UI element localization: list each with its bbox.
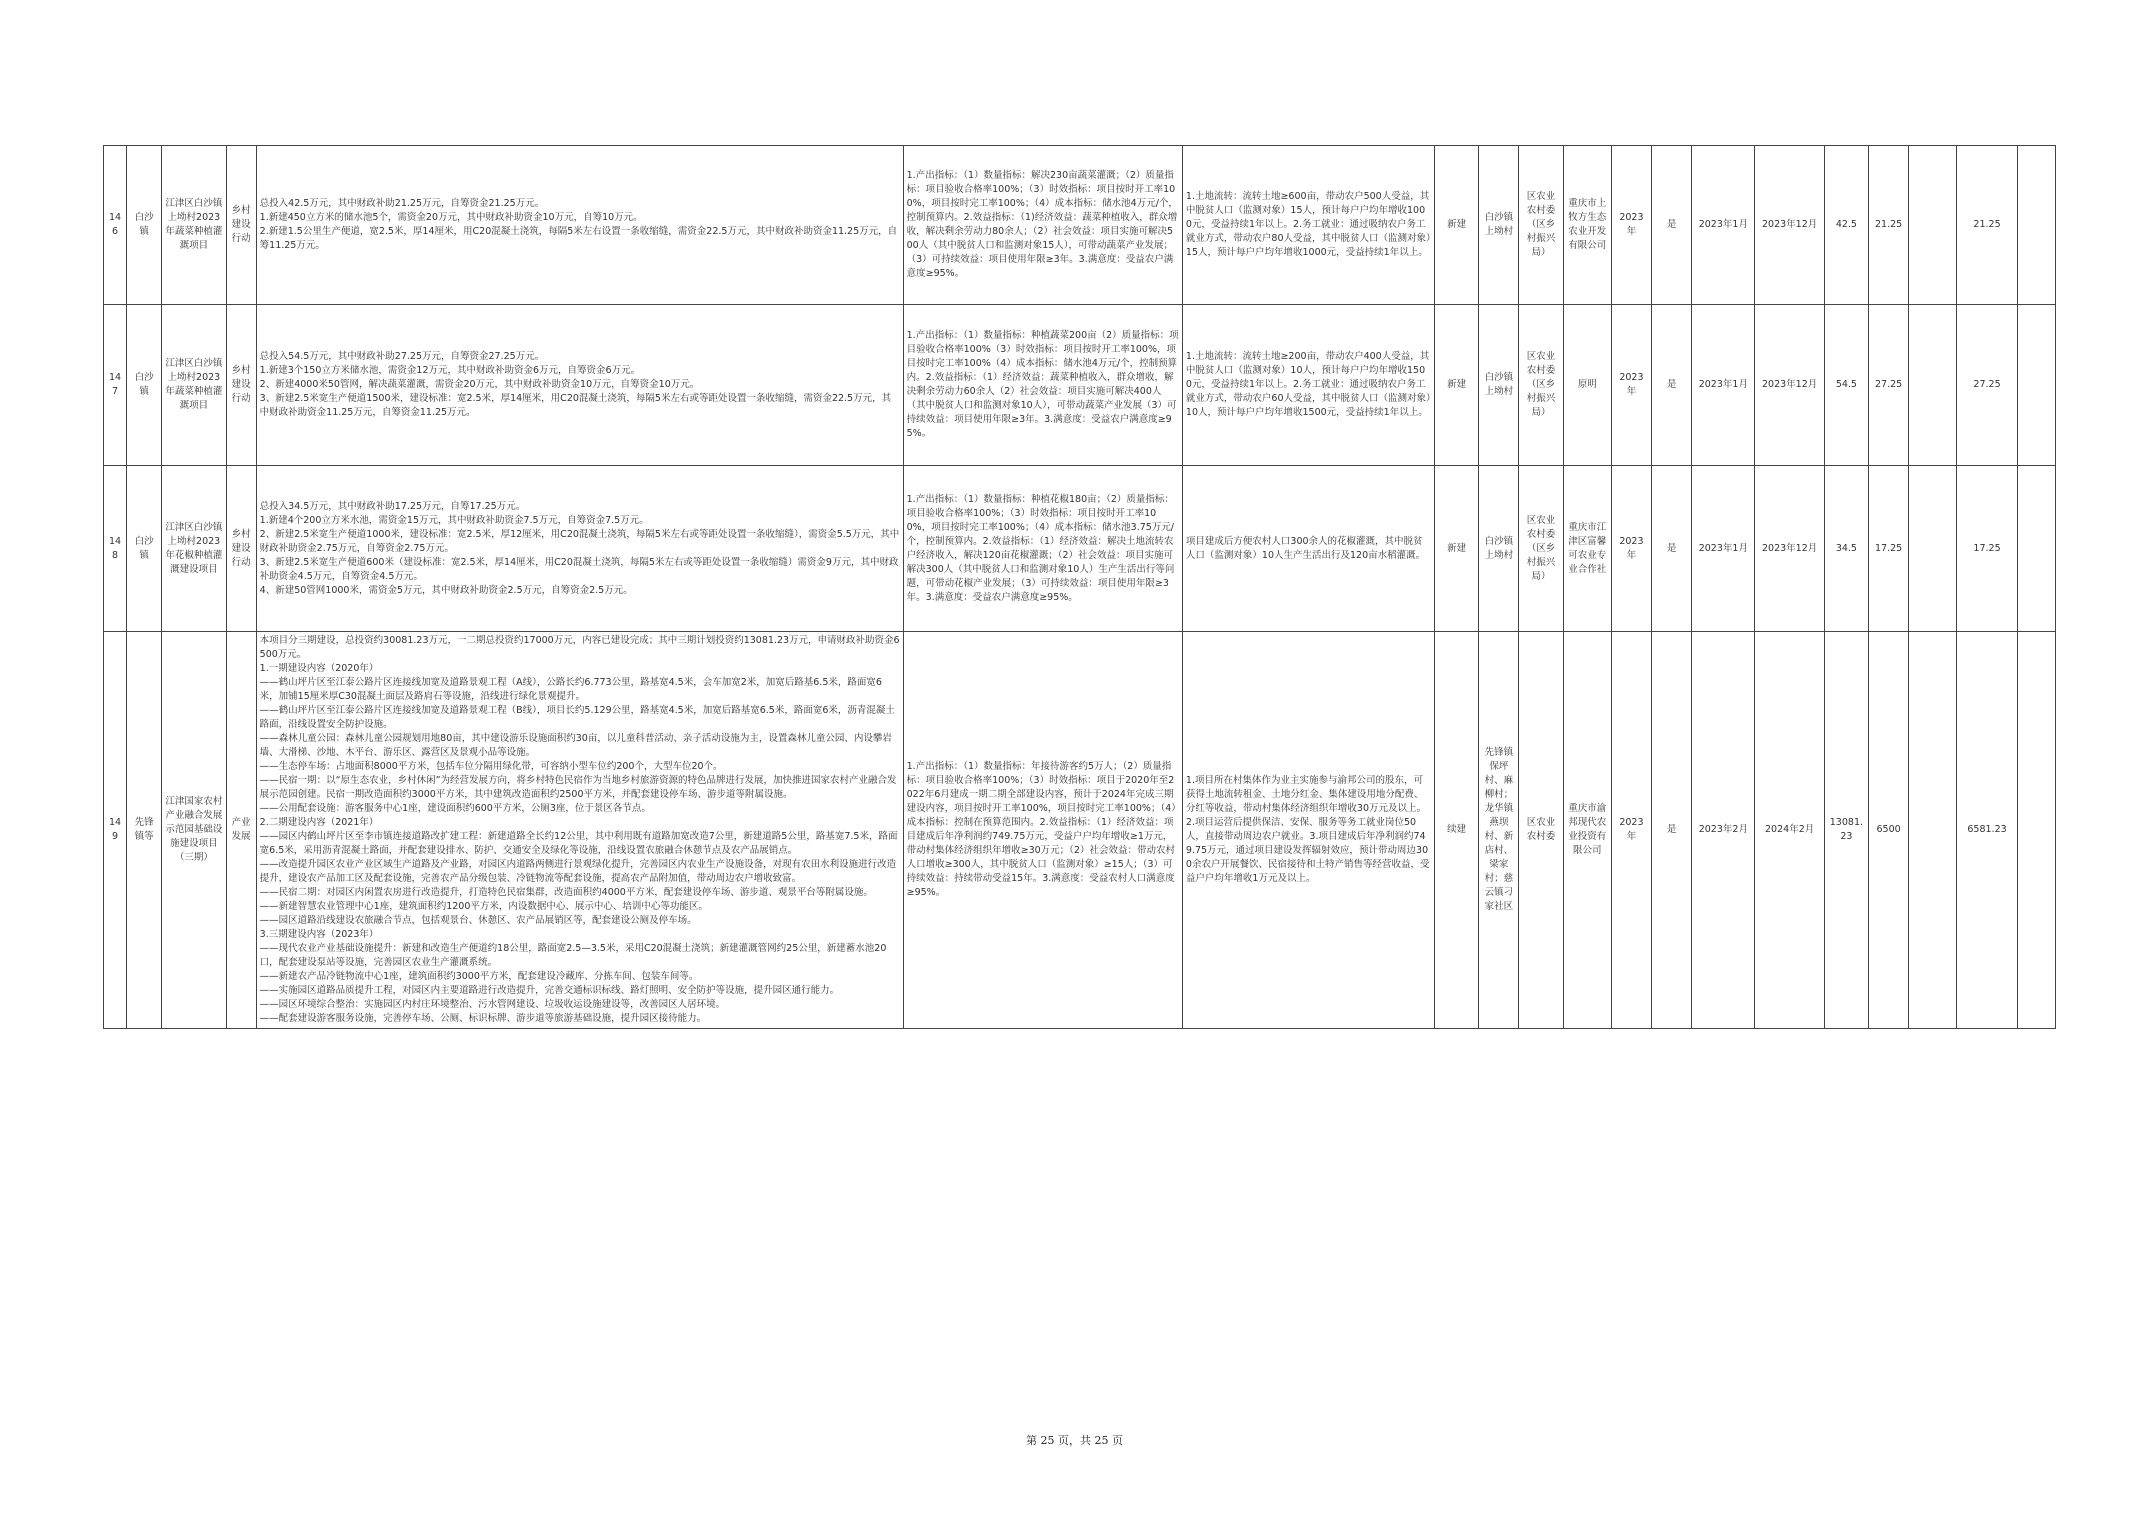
content-line: 本项目分三期建设，总投资约30081.23万元，一二期总投资约17000万元，内容已建设完成；其中三期计划投资约13081.23万元，申请财政补助资金6500万元。 [259, 635, 900, 660]
end-date-cell: 2024年2月 [1755, 632, 1824, 1029]
content-line: ——改造提升园区农业产业区域生产道路及产业路，对园区内道路两侧进行景观绿化提升，完善园区内农业生产设施设备，对现有农田水利设施进行改造提升，建设农产品加工区及配套设施，完善农产品分级包装、冷链物流等配套设施，提高农产品附加值，带动周边农户增收致富。 [259, 859, 897, 884]
remarks-cell [2017, 466, 2055, 632]
other-funds-cell [1909, 146, 1957, 305]
supervising-dept-cell: 区农业农村委（区乡村振兴局） [1519, 146, 1563, 305]
fiscal-funds-cell: 27.25 [1869, 305, 1909, 466]
content-line: ——园区内鹤山坪片区至李市镇连接道路改扩建工程：新建道路全长约12公里，其中利用既有道路加宽改造7公里，新建道路5公里，路基宽7.5米，路面宽6.5米，采用沥青混凝土路面，并配套建设排水、防护、交通安全及绿化等设施，沿线设置农旅融合休憩节点及农产品展销点。 [259, 831, 898, 856]
content-line: 3、新建2.5米宽生产便道1500米，建设标准：宽2.5米，厚14厘米，用C20混凝土浇筑，每隔5米左右或等距处设置一条收缩缝，需资金22.5万元，其中财政补助资金11.25万元，自筹资金11.25万元。 [259, 393, 892, 418]
content-line: 2.二期建设内容（2021年） [259, 817, 379, 828]
self-raised-funds-cell: 21.25 [1957, 146, 2017, 305]
self-raised-funds-cell: 27.25 [1957, 305, 2017, 466]
benefit-mechanism-cell: 1.土地流转：流转土地≥600亩，带动农户500人受益，其中脱贫人口（监测对象）15人，预计每户户均年增收1000元，受益持续1年以上。2.务工就业：通过吸纳农户务工就业方式，带动农户80人受益，其中脱贫人口（监测对象）15人，预计每户户均年增收1000元，受益持续1年以上。 [1182, 146, 1434, 305]
town-cell: 白沙镇 [127, 305, 162, 466]
content-line: ——鹤山坪片区至江泰公路片区连接线加宽及道路景观工程（A线），公路长约6.773公里，路基宽4.5米，会车加宽2米，加宽后路基6.5米，路面宽6米，加铺15厘米厚C30混凝土面层及路肩石等设施，沿线进行绿化景观提升。 [259, 677, 882, 702]
plan-year-cell: 2023年 [1611, 632, 1651, 1029]
start-date-cell: 2023年2月 [1692, 632, 1755, 1029]
row-number: 149 [104, 632, 127, 1029]
plan-year-cell: 2023年 [1611, 146, 1651, 305]
table-row [104, 305, 2056, 466]
plan-year-cell: 2023年 [1611, 305, 1651, 466]
total-investment-cell: 13081.23 [1824, 632, 1868, 1029]
total-investment-cell: 54.5 [1824, 305, 1868, 466]
total-investment-cell: 42.5 [1824, 146, 1868, 305]
performance-target-cell: 1.产出指标：（1）数量指标：解决230亩蔬菜灌溉；（2）质量指标：项目验收合格率100%；（3）时效指标：项目按时开工率100%，项目按时完工率100%；（4）成本指标：储水池4万元/个，控制预算内。2.效益指标：（1)经济效益：蔬菜种植收入，群众增收，解决剩余劳动力80余人；（2）社会效益：项目实施可解决500人（其中脱贫人口和监测对象15人），可带动蔬菜产业发展；（3）可持续效益：项目使用年限≥3年。3.满意度：受益农户满意度≥95%。 [903, 146, 1182, 305]
project-table [103, 145, 2056, 1029]
content-line: 3.三期建设内容（2023年） [259, 929, 379, 940]
content-line: 1.新建4个200立方米水池，需资金15万元，其中财政补助资金7.5万元，自筹资金7.5万元。 [259, 514, 649, 526]
end-date-cell: 2023年12月 [1755, 146, 1824, 305]
content-line: ——新建农产品冷链物流中心1座，建筑面积约3000平方米，配套建设冷藏库、分拣车间、包装车间等。 [259, 971, 699, 982]
project-type-cell: 乡村建设行动 [226, 305, 256, 466]
content-line: 1.一期建设内容（2020年） [259, 663, 379, 674]
benefit-mechanism-cell: 1.土地流转：流转土地≥200亩，带动农户400人受益，其中脱贫人口（监测对象）10人，预计每户户均年增收1500元，受益持续1年以上。2.务工就业：通过吸纳农户务工就业方式，带动农户60人受益，其中脱贫人口（监测对象）10人，预计每户户均年增收1500元，受益持续1年以上。 [1182, 305, 1434, 466]
content-line: 总投入42.5万元，其中财政补助21.25万元，自筹资金21.25万元。 [259, 198, 545, 209]
remarks-cell [2017, 305, 2055, 466]
row-number: 148 [104, 466, 127, 632]
other-funds-cell [1909, 632, 1957, 1029]
content-line: 2、新建2.5米宽生产便道1000米，建设标准：宽2.5米，厚12厘米，用C20混凝土浇筑，每隔5米左右或等距处设置一条收缩缝），需资金5.5万元，其中财政补助资金2.75万元，自筹资金2.75万元。 [259, 528, 900, 554]
benefit-mechanism-cell: 项目建成后方便农村人口300余人的花椒灌溉，其中脱贫人口（监测对象）10人生产生活出行及120亩水稻灌溉。 [1182, 466, 1434, 632]
project-type-cell: 产业发展 [226, 632, 256, 1029]
performance-target-cell: 1.产出指标：（1）数量指标：年接待游客约5万人；（2）质量指标：项目验收合格率100%；（3）时效指标：项目于2020年至2022年6月建成一期二期全部建设内容，预计于2024年完成三期建设内容，项目按时开工率100%，项目按时完工率100%；（4）成本指标：控制在预算范围内。2.效益指标：（1）经济效益：项目建成后年净利润约749.75万元，受益户户均年增收≥1万元，带动村集体经济组织年增收≥30万元；（2）社会效益：带动农村人口增收≥300人，其中脱贫人口（监测对象）≥15人；（3）可持续效益：持续带动受益15年。3.满意度：受益农村人口满意度≥95%。 [903, 632, 1182, 1029]
content-line: 总投入54.5万元，其中财政补助27.25万元，自筹资金27.25万元。 [259, 351, 545, 362]
construction-nature-cell: 新建 [1435, 466, 1479, 632]
end-date-cell: 2023年12月 [1755, 305, 1824, 466]
construction-nature-cell: 新建 [1435, 146, 1479, 305]
other-funds-cell [1909, 466, 1957, 632]
flag-cell: 是 [1652, 146, 1692, 305]
end-date-cell: 2023年12月 [1755, 466, 1824, 632]
project-owner-cell: 重庆市渝邦现代农业投资有限公司 [1563, 632, 1611, 1029]
self-raised-funds-cell: 17.25 [1957, 466, 2017, 632]
start-date-cell: 2023年1月 [1692, 466, 1755, 632]
project-owner-cell: 重庆市上牧方生态农业开发有限公司 [1563, 146, 1611, 305]
content-line: ——公用配套设施：游客服务中心1座，建设面积约600平方米，公厕3座，位于景区各节点。 [259, 803, 651, 814]
construction-nature-cell: 续建 [1435, 632, 1479, 1029]
construction-content-cell [256, 146, 903, 305]
flag-cell: 是 [1652, 466, 1692, 632]
content-line: ——民宿二期：对园区内闲置农房进行改造提升，打造特色民宿集群，改造面积约4000平方米，配套建设停车场、游步道、观景平台等附属设施。 [259, 887, 873, 898]
construction-nature-cell: 新建 [1435, 305, 1479, 466]
content-line: ——实施园区道路品质提升工程，对园区内主要道路进行改造提升，完善交通标识标线、路灯照明、安全防护等设施，提升园区通行能力。 [259, 985, 840, 996]
content-line: ——园区环境综合整治：实施园区内村庄环境整治、污水管网建设、垃圾收运设施建设等，改善园区人居环境。 [259, 999, 726, 1010]
supervising-dept-cell: 区农业农村委（区乡村振兴局） [1519, 466, 1563, 632]
table-row [104, 146, 2056, 305]
fiscal-funds-cell: 17.25 [1869, 466, 1909, 632]
start-date-cell: 2023年1月 [1692, 305, 1755, 466]
content-line: 4、新建50管网1000米，需资金5万元，其中财政补助资金2.5万元，自筹资金2.5万元。 [259, 584, 633, 596]
fiscal-funds-cell: 6500 [1869, 632, 1909, 1029]
project-name-cell: 江津区白沙镇上坳村2023年蔬菜种植灌溉项目 [162, 305, 226, 466]
town-cell: 白沙镇 [127, 466, 162, 632]
fiscal-funds-cell: 21.25 [1869, 146, 1909, 305]
remarks-cell [2017, 146, 2055, 305]
flag-cell: 是 [1652, 305, 1692, 466]
content-line: ——现代农业产业基础设施提升：新建和改造生产便道约18公里，路面宽2.5—3.5米，采用C20混凝土浇筑；新建灌溉管网约25公里，新建蓄水池20口，配套建设泵站等设施，完善园区农业生产灌溉系统。 [259, 943, 887, 968]
flag-cell: 是 [1652, 632, 1692, 1029]
construction-content-cell [256, 466, 903, 632]
content-line: 1.新建450立方米的储水池5个，需资金20万元，其中财政补助资金10万元，自筹10万元。 [259, 212, 643, 223]
content-line: ——配套建设游客服务设施，完善停车场、公厕、标识标牌、游步道等旅游基础设施，提升园区接待能力。 [259, 1013, 707, 1024]
implementation-site-cell: 白沙镇上坳村 [1479, 466, 1519, 632]
table-row [104, 632, 2056, 1029]
other-funds-cell [1909, 305, 1957, 466]
content-line: ——生态停车场：占地面积8000平方米，包括车位分隔用绿化带，可容纳小型车位约200个，大型车位20个。 [259, 761, 723, 772]
supervising-dept-cell: 区农业农村委 [1519, 632, 1563, 1029]
row-number: 146 [104, 146, 127, 305]
project-name-cell: 江津区白沙镇上坳村2023年蔬菜种植灌溉项目 [162, 146, 226, 305]
content-line: 2、新建4000米50管网，解决蔬菜灌溉，需资金20万元，其中财政补助资金10万元，自筹资金10万元。 [259, 379, 700, 390]
plan-year-cell: 2023年 [1611, 466, 1651, 632]
construction-content-cell [256, 305, 903, 466]
content-line: 2.新建1.5公里生产便道，宽2.5米，厚14厘米，用C20混凝土浇筑，每隔5米左右设置一条收缩缝，需资金22.5万元，其中财政补助资金11.25万元，自筹11.25万元。 [259, 226, 898, 251]
content-line: ——民宿一期：以“原生态农业，乡村休闲”为经营发展方向，将乡村特色民宿作为当地乡村旅游资源的特色品牌进行发展，加快推进国家农村产业融合发展示范园创建。民宿一期改造面积约3000平方米，其中建筑改造面积约2500平方米，并配套建设停车场、游步道等附属设施。 [259, 775, 897, 800]
town-cell: 白沙镇 [127, 146, 162, 305]
project-type-cell: 乡村建设行动 [226, 146, 256, 305]
content-line: ——鹤山坪片区至江泰公路片区连接线加宽及道路景观工程（B线），项目长约5.129公里，路基宽4.5米，加宽后路基宽6.5米，路面宽6米，沥青混凝土路面，沿线设置安全防护设施。 [259, 705, 895, 730]
project-type-cell: 乡村建设行动 [226, 466, 256, 632]
total-investment-cell: 34.5 [1824, 466, 1868, 632]
table-row [104, 466, 2056, 632]
performance-target-cell: 1.产出指标：（1）数量指标：种植花椒180亩；（2）质量指标：项目验收合格率100%；（3）时效指标：项目按时开工率100%，项目按时完工率100%；（4）成本指标：储水池3.75万元/个，控制预算内。2.效益指标：（1）经济效益：解决土地流转农户经济收入，解决120亩花椒灌溉；（2）社会效益：项目实施可解决300人（其中脱贫人口和监测对象10人）生产生活出行等问题，可带动花椒产业发展；（3）可持续效益：项目使用年限≥3年。3.满意度：受益农户满意度≥95%。 [903, 466, 1182, 632]
content-line: ——园区道路沿线建设农旅融合节点，包括观景台、休憩区、农产品展销区等，配套建设公厕及停车场。 [259, 915, 697, 926]
project-owner-cell: 重庆市江津区富馨可农业专业合作社 [1563, 466, 1611, 632]
implementation-site-cell: 先锋镇保坪村、麻柳村；龙华镇燕坝村、新店村、梁家村；慈云镇刁家社区 [1479, 632, 1519, 1029]
content-line: ——新建智慧农业管理中心1座，建筑面积约1200平方米，内设数据中心、展示中心、培训中心等功能区。 [259, 901, 708, 912]
row-number: 147 [104, 305, 127, 466]
town-cell: 先锋镇等 [127, 632, 162, 1029]
project-owner-cell: 原明 [1563, 305, 1611, 466]
self-raised-funds-cell: 6581.23 [1957, 632, 2017, 1029]
content-line: 1.新建3个150立方米储水池，需资金12万元，其中财政补助资金6万元，自筹资金6万元。 [259, 365, 641, 376]
project-name-cell: 江津国家农村产业融合发展示范园基础设施建设项目（三期） [162, 632, 226, 1029]
implementation-site-cell: 白沙镇上坳村 [1479, 305, 1519, 466]
content-line: 3、新建2.5米宽生产便道600米（建设标准：宽2.5米，厚14厘米，用C20混凝土浇筑，每隔5米左右或等距处设置一条收缩缝）需资金9万元，其中财政补助资金4.5万元，自筹资金4.5万元。 [259, 556, 899, 582]
benefit-mechanism-cell: 1.项目所在村集体作为业主实施参与渝邦公司的股东，可获得土地流转租金、土地分红金、集体建设用地分配费、分红等收益，带动村集体经济组织年增收30万元及以上。2.项目运营后提供保洁、安保、服务等务工就业岗位50人，直接带动周边农户就业。3.项目建成后年净利润约749.75万元，通过项目建设发挥辐射效应，预计带动周边300余农户开展餐饮、民宿接待和土特产销售等经营收益，受益户户均年增收1万元及以上。 [1182, 632, 1434, 1029]
implementation-site-cell: 白沙镇上坳村 [1479, 146, 1519, 305]
project-name-cell: 江津区白沙镇上坳村2023年花椒种植灌溉建设项目 [162, 466, 226, 632]
start-date-cell: 2023年1月 [1692, 146, 1755, 305]
supervising-dept-cell: 区农业农村委（区乡村振兴局） [1519, 305, 1563, 466]
content-line: 总投入34.5万元，其中财政补助17.25万元，自筹17.25万元。 [259, 500, 526, 512]
performance-target-cell: 1.产出指标：（1）数量指标：种植蔬菜200亩（2）质量指标：项目验收合格率100%（3）时效指标：项目按时开工率100%，项目按时完工率100%（4）成本指标：储水池4万元/个，控制预算内。2.效益指标：（1）经济效益：蔬菜种植收入，群众增收，解决剩余劳动力60余人（2）社会效益：项目实施可解决400人（其中脱贫人口和监测对象10人），可带动蔬菜产业发展（3）可持续效益：项目使用年限≥3年。3.满意度：受益农户满意度≥95%。 [903, 305, 1182, 466]
remarks-cell [2017, 632, 2055, 1029]
page-footer: 第 25 页，共 25 页 [1026, 1434, 1123, 1447]
content-line: ——森林儿童公园：森林儿童公园规划用地80亩，其中建设游乐设施面积约30亩，以儿童科普活动、亲子活动设施为主，设置森林儿童公园、内设攀岩墙、大滑梯、沙地、木平台、游乐区、露营区及景观小品等设施。 [259, 733, 892, 758]
construction-content-cell [256, 632, 903, 1029]
